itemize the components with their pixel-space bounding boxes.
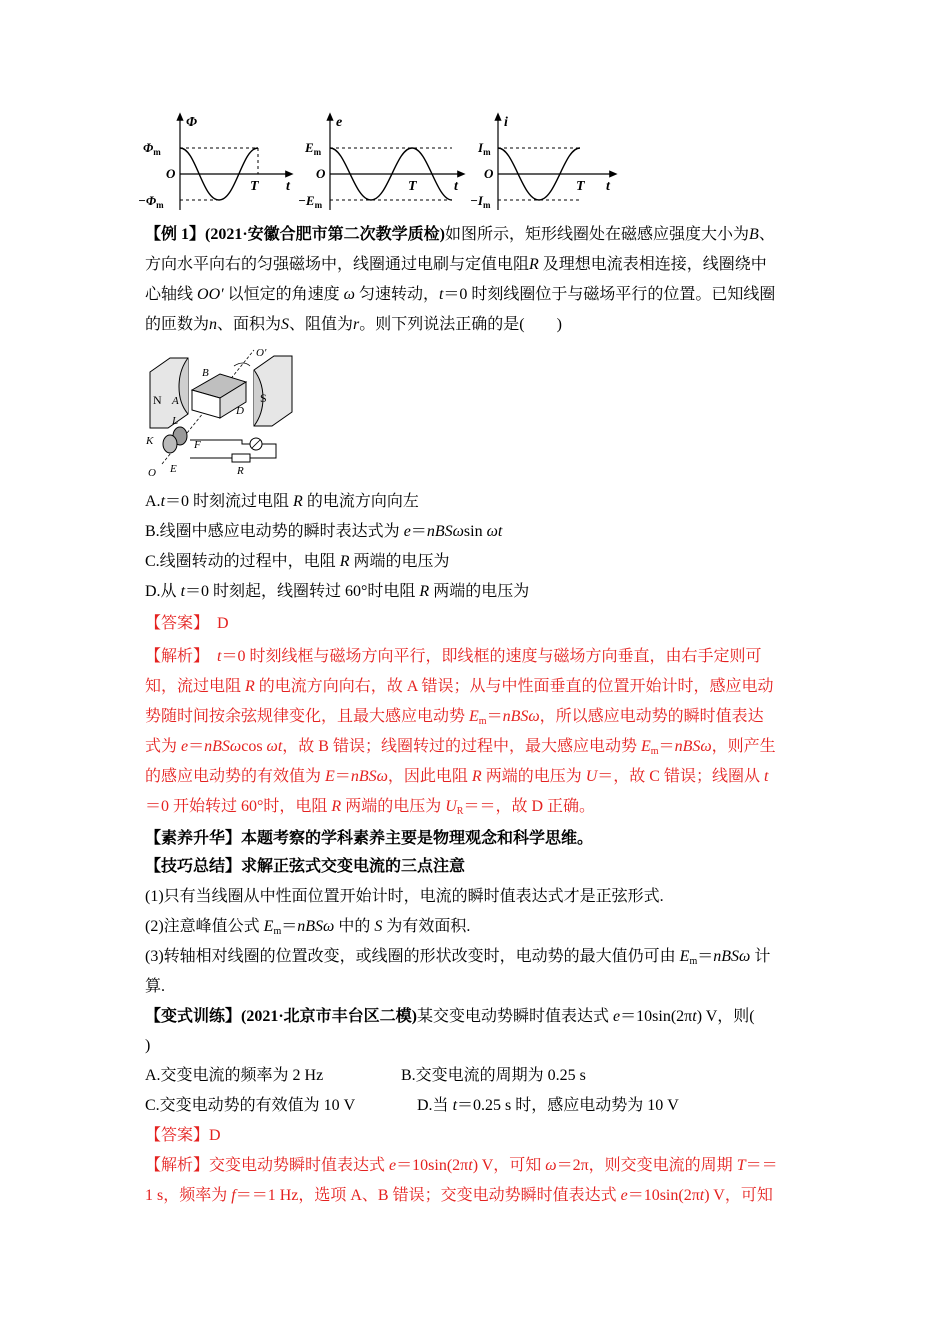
svg-text:A: A (172, 395, 179, 407)
tips-point3-line1: (3)转轴相对线圈的位置改变，或线圈的形状改变时，电动势的最大值仍可由 $E_m=nBS\omega$ 计 (145, 948, 771, 967)
svg-text:D: D (236, 405, 244, 417)
example1-analysis-line1: 【解析】 t＝0 时刻线框与磁场方向平行，即线框的速度与磁场方向垂直，由右手定则可 (145, 648, 762, 665)
svg-text:Im: $I_m$ (478, 140, 491, 157)
sine-graphs (140, 110, 620, 214)
svg-text:F: F (194, 439, 201, 451)
tips-point2: (2)注意峰值公式 $E_m=nBS\omega$ 中的 S 为有效面积. (145, 918, 471, 937)
svg-text:Φm: $\Phi_m$ (143, 140, 161, 157)
option-b[interactable]: B.线圈中感应电动势的瞬时表达式为 e＝nBSωsin ωt (145, 523, 503, 540)
svg-text:T: T (408, 179, 417, 194)
svg-text:−Φm: $-\Phi_m$ (138, 193, 164, 210)
option-a[interactable]: A.t＝0 时刻流过电阻 R 的电流方向向左 (145, 493, 419, 510)
svg-text:−Em: $-E_m$ (298, 193, 323, 210)
example1-analysis-line6: ＝0 开始转过 60°时，电阻 R 两端的电压为 $U_R==$，故 D 正确。 (145, 798, 595, 817)
tips-point1: (1)只有当线圈从中性面位置开始计时，电流的瞬时值表达式才是正弦形式. (145, 888, 664, 905)
example1-stem-line1: 【例 1】(2021·安徽合肥市第二次教学质检)如图所示，矩形线圈处在磁感应强度大小为B、 (145, 226, 775, 243)
svg-text:−Im: $-I_m$ (470, 193, 491, 210)
variant-option-c[interactable]: C.交变电动势的有效值为 10 V (145, 1097, 356, 1114)
example1-analysis-line2: 知，流过电阻 R 的电流方向向右，故 A 错误；从与中性面垂直的位置开始计时，感应电动 (145, 678, 774, 695)
flux-graph (138, 115, 291, 210)
example1-analysis-line5: 的感应电动势的有效值为 E＝nBSω，因此电阻 R 两端的电压为 U＝，故 C 错误；线圈从 t (145, 768, 769, 785)
generator-figure (142, 344, 302, 480)
svg-text:L: L (172, 415, 179, 427)
svg-text:T: T (576, 179, 585, 194)
literacy-note: 【素养升华】本题考察的学科素养主要是物理观念和科学思维。 (145, 830, 594, 847)
svg-text:R: R (237, 465, 244, 477)
svg-text:T: T (250, 179, 259, 194)
svg-text:O′: O′ (256, 347, 267, 359)
svg-text:E: E (170, 463, 177, 475)
svg-text:S: S (260, 391, 267, 405)
svg-text:N: N (153, 393, 162, 407)
tips-point3-line2: 算. (145, 978, 166, 995)
svg-text:O: O (166, 166, 176, 181)
example1-analysis-line4: 式为 e＝nBSωcos ωt，故 B 错误；线圈转过的过程中，最大感应电动势 $E_m=nBS\omega$，则产生 (145, 738, 776, 757)
variant-stem-line2: ) (145, 1037, 151, 1054)
example1-answer: 【答案】 D (145, 615, 229, 632)
variant-stem-line1: 【变式训练】(2021·北京市丰台区二模)某交变电动势瞬时值表达式 e＝10sin(2πt) V，则( (145, 1008, 755, 1025)
current-graph (470, 115, 614, 210)
option-c[interactable]: C.线圈转动的过程中，电阻 R 两端的电压为 (145, 553, 450, 570)
svg-text:t: t (606, 179, 610, 194)
svg-text:K: K (146, 435, 154, 447)
svg-text:i: i (504, 115, 508, 130)
variant-option-a[interactable]: A.交变电流的频率为 2 Hz (145, 1067, 324, 1084)
svg-text:O: O (316, 166, 326, 181)
variant-option-d[interactable]: D.当 t＝0.25 s 时，感应电动势为 10 V (417, 1097, 679, 1114)
example1-stem-line3: 心轴线 OO′ 以恒定的角速度 ω 匀速转动，t＝0 时刻线圈位于与磁场平行的位置。已知线圈 (145, 286, 776, 303)
variant-analysis-line1: 【解析】交变电动势瞬时值表达式 e＝10sin(2πt) V，可知 ω＝2π，则交变电流的周期 T＝＝ (145, 1157, 778, 1174)
svg-text:e: e (336, 115, 343, 130)
emf-graph (298, 115, 462, 210)
example1-analysis-line3: 势随时间按余弦规律变化，且最大感应电动势 $E_m=nBS\omega$，所以感应电动势的瞬时值表达 (145, 708, 764, 727)
variant-analysis-line2: 1 s，频率为 f＝＝1 Hz，选项 A、B 错误；交变电动势瞬时值表达式 e＝10sin(2πt) V，可知 (145, 1187, 773, 1204)
variant-option-b[interactable]: B.交变电流的周期为 0.25 s (401, 1067, 586, 1084)
svg-text:B: B (202, 367, 209, 379)
svg-text:t: t (286, 179, 290, 194)
svg-text:Em: $E_m$ (305, 140, 322, 157)
option-d[interactable]: D.从 t＝0 时刻起，线圈转过 60°时电阻 R 两端的电压为 (145, 583, 530, 600)
flux-axis-label: Φ (186, 115, 198, 130)
tips-title: 【技巧总结】求解正弦式交变电流的三点注意 (145, 858, 466, 875)
svg-text:t: t (454, 179, 458, 194)
example1-stem-line2: 方向水平向右的匀强磁场中，线圈通过电刷与定值电阻R 及理想电流表相连接，线圈绕中 (145, 256, 767, 273)
svg-text:O: O (484, 166, 494, 181)
example1-stem-line4: 的匝数为n、面积为S、阻值为r。则下列说法正确的是( ) (145, 316, 562, 333)
variant-answer: 【答案】D (145, 1127, 221, 1144)
svg-text:O: O (148, 467, 156, 479)
